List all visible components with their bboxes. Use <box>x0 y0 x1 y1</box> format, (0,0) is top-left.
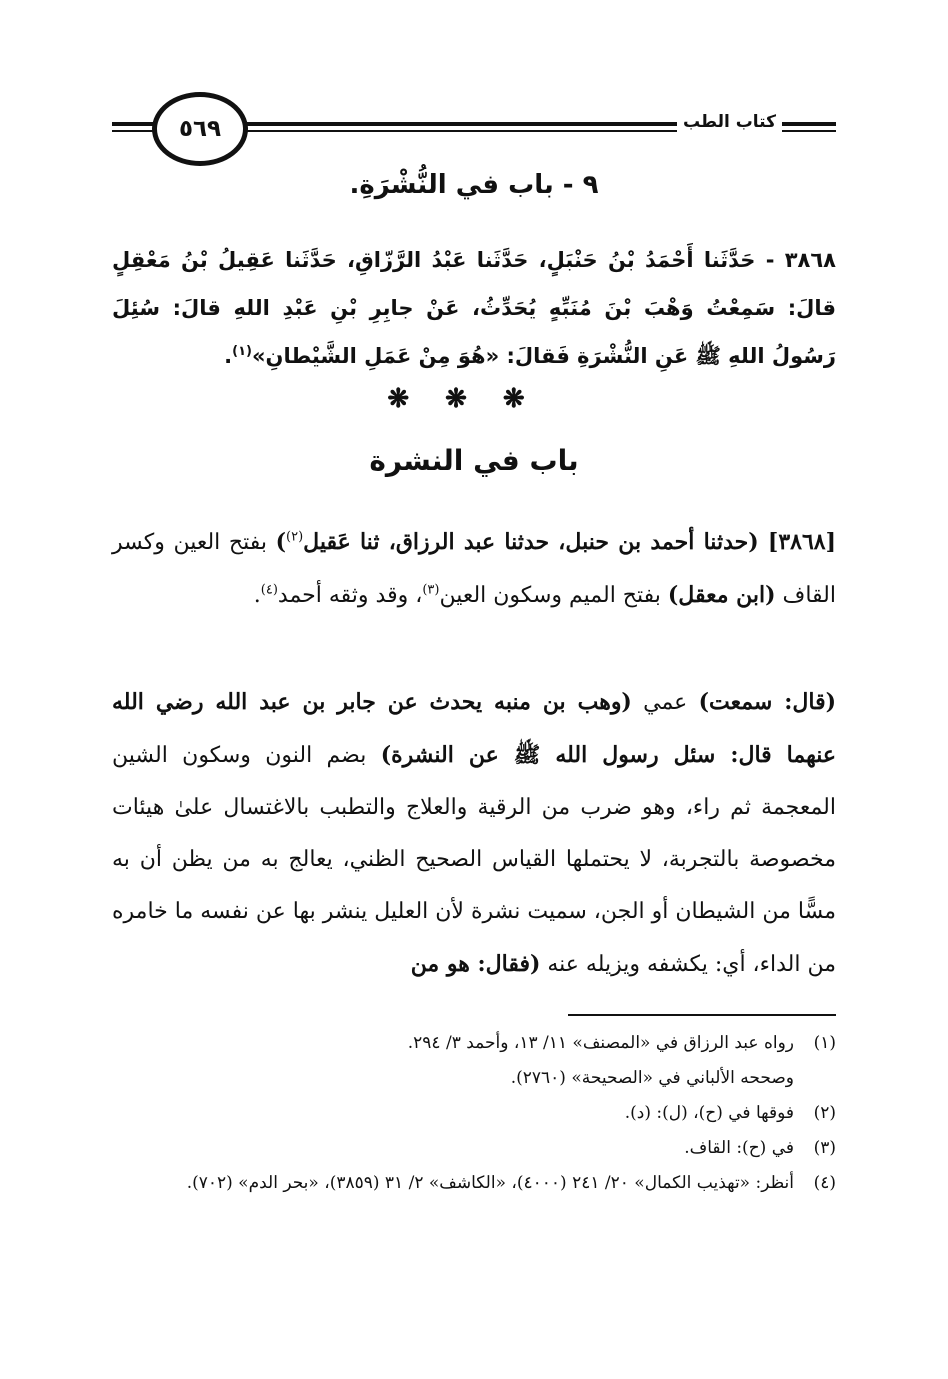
footnotes <box>112 1026 836 1201</box>
footnote-ref-3: (٣) <box>422 582 440 598</box>
footnote-text <box>112 1026 794 1096</box>
commentary-text: بضم النون وسكون الشين المعجمة ثم راء، وهو ضرب من الرقية والعلاج والتطبب بالاغتسال علىٰ هيئات مخصوصة بالتجربة، لا يحتملها القياس الصحيح الظني، يعالج به من يظن أن به مسًّا من الشيطان أو الجن، سميت نشرة لأن العليل ينشر بها عن نفسه ما خامره من الداء، أي: يكشفه ويزيله عنه <box>112 743 836 977</box>
commentary-text: بفتح الميم وسكون العين <box>439 583 668 608</box>
footnote-2 <box>112 1096 836 1131</box>
footnote-number: (٢) <box>813 1103 836 1123</box>
commentary-quote: (ابن معقل) <box>667 582 776 608</box>
footnote-3 <box>112 1131 836 1166</box>
footnote-number: (٤) <box>813 1173 836 1193</box>
page-number: ٥٦٩ <box>152 92 248 166</box>
commentary-quote: (قال: سمعت) <box>698 689 836 715</box>
running-head: كتاب الطب <box>677 112 782 132</box>
commentary-paragraph-1 <box>112 516 836 622</box>
footnote-ref-4: (٤) <box>260 582 278 598</box>
commentary-paragraph-2 <box>112 676 836 991</box>
commentary-text: عمي <box>631 690 699 715</box>
footnote-divider <box>568 1014 836 1016</box>
footnote-line: وصححه الألباني في «الصحيحة» (٢٧٦٠). <box>510 1068 794 1088</box>
section-title: باب في النشرة <box>369 444 579 477</box>
commentary-text: ، وقد وثقه أحمد <box>277 583 423 608</box>
footnote-text: أنظر: «تهذيب الكمال» ٢٠/ ٢٤١ (٤٠٠٠)، «الكاشف» ٢/ ٣١ (٣٨٥٩)، «بحر الدم» (٧٠٢). <box>186 1173 794 1193</box>
commentary-quote: [٣٨٦٨] (حدثنا أحمد بن حنبل، حدثنا عبد الرزاق، ثنا عَقيل <box>303 529 836 555</box>
footnote-line: رواه عبد الرزاق في «المصنف» ١١/ ١٣، وأحمد ٣/ ٢٩٤. <box>407 1033 794 1053</box>
commentary-text: . <box>253 583 261 608</box>
separator-stars: ❋❋❋ <box>387 384 561 414</box>
commentary-quote: (فقال: هو من <box>410 951 541 977</box>
footnote-1 <box>112 1026 836 1096</box>
footnote-ref-2: (٢) <box>286 529 304 545</box>
footnote-4 <box>112 1166 836 1201</box>
footnote-number: (١) <box>813 1033 836 1053</box>
commentary-quote-close: ) <box>275 529 287 555</box>
chapter-title: ٩ - باب في النُّشْرَةِ. <box>349 170 599 200</box>
hadith-text <box>112 236 836 380</box>
commentary-text: بفتح العين وكسر القاف <box>112 530 836 608</box>
footnote-number: (٣) <box>813 1138 836 1158</box>
commentary-quote: (وهب بن منبه يحدث عن جابر بن عبد الله رضي الله عنهما قال: سئل رسول الله ﷺ عن النشرة) <box>112 689 837 768</box>
hadith-body: ٣٨٦٨ - حَدَّثَنا أَحْمَدُ بْنُ حَنْبَلٍ، حَدَّثَنا عَبْدُ الرَّزّاقِ، حَدَّثَنا عَقِيلُ بْنُ مَعْقِلٍ قالَ: سَمِعْتُ وَهْبَ بْنَ مُنَبِّهٍ يُحَدِّثُ، عَنْ جابِرِ بْنِ عَبْدِ اللهِ قالَ: سُئِلَ رَسُولُ اللهِ ﷺ عَنِ النُّشْرَةِ فَقالَ: «هُوَ مِنْ عَمَلِ الشَّيْطانِ» <box>112 248 836 368</box>
footnote-text: فوقها في (ح)، (ل): (د). <box>624 1103 794 1123</box>
hadith-end: . <box>224 344 233 368</box>
footnote-text: في (ح): القاف. <box>684 1138 794 1158</box>
footnote-ref-1: (١) <box>232 344 252 359</box>
page-header <box>112 92 836 170</box>
